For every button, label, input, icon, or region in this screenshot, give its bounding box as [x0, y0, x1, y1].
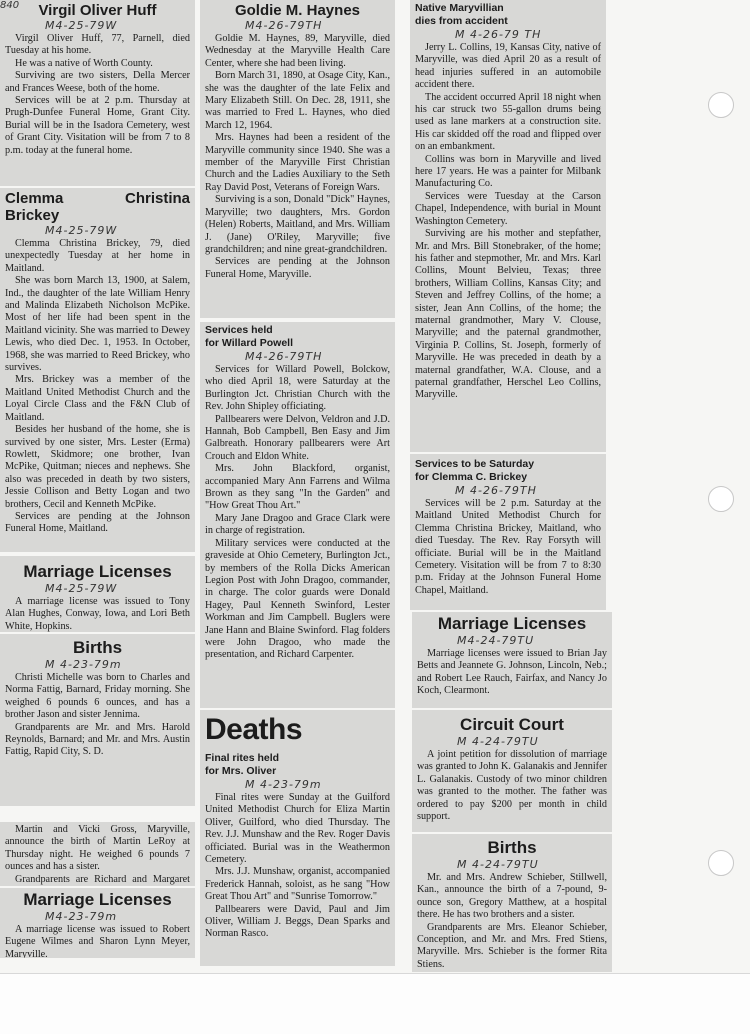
clipping-circuit-court — [412, 710, 612, 832]
clipping-willard-powell — [200, 322, 395, 708]
paragraph: Pallbearers were Delvon, Veldron and J.D. Hannah, Bob Campbell, Ben Easy and Jim Galbreath. Honorary pallbearers were Art Crouch and Eldon White. — [205, 413, 390, 462]
paragraph: Surviving is a son, Donald "Dick" Haynes, Maryville; two daughters, Mrs. Gordon (Helen) Roberts, Maitland, and Mrs. William J. (Jane) O'Riley, Maryville; five grandchildren; and nine great-grandchildren. — [205, 194, 390, 255]
clipping-virgil-oliver-huff — [0, 0, 195, 186]
paragraph: Mrs. John Blackford, organist, accompanied Mary Ann Farrens and Wilma Brown as they sang "In the Garden" and "How Great Thou Art." — [205, 463, 390, 512]
paragraph: Born March 31, 1890, at Osage City, Kan., she was the daughter of the late Felix and Mary Elizabeth Still. On Dec. 28, 1911, she was married to Fred L. Haynes, who died March 12, 1964. — [205, 70, 390, 131]
paragraph: Goldie M. Haynes, 89, Maryville, died Wednesday at the Maryville Health Care Center, where she had been living. — [205, 33, 390, 69]
binder-hole — [708, 486, 734, 512]
paragraph: Marriage licenses were issued to Brian Jay Betts and Jeannete G. Johnson, Lincoln, Neb.; and Robert Lee Rauch, Fairfax, and Nancy Jo Koch, Clearmont. — [417, 648, 607, 697]
binder-hole — [708, 850, 734, 876]
clipping-jerry-collins — [410, 0, 606, 452]
obituary-title: Clemma Christina Brickey — [5, 190, 190, 224]
clipping-births — [0, 634, 195, 806]
paragraph: Services will be 2 p.m. Saturday at the Maitland United Methodist Church for Clemma Christina Brickey, Maitland, who died Tuesday. The Rev. Ray Forsyth will officiate. Burial will be in the Maitland Cemetery. Visitation will be from 7 to 8:30 p.m. Friday at the Johnson Funeral Home Chapel, Maitland. — [415, 498, 601, 596]
paragraph: Military services were conducted at the graveside at Ohio Cemetery, Burlington Jct., by members of the Rolla Dicks American Legion Post with John Dragoo, commander, in charge. The color guards were Donald Hagey, Paul Kenneth Swinford, Lester Workman and Jim Campbell. Buglers were Jane Hann and Blaine Swinford. Flag folders were John Dragoo, who made the presentation, and Richard Carpenter. — [205, 537, 390, 661]
paragraph: Grandparents are Mrs. Eleanor Schieber, Conception, and Mr. and Mrs. Fred Stiens, Maryville. Mrs. Schieber is the former Rita Stiens. — [417, 921, 607, 970]
headline: Native Maryvillian — [415, 2, 504, 14]
handwritten-date: M4-25-79W — [45, 224, 118, 237]
handwritten-date: M4-25-79W — [45, 582, 118, 595]
section-title: Marriage Licenses — [23, 890, 172, 909]
paragraph: Services are pending at the Johnson Funeral Home, Maitland. — [5, 510, 190, 535]
clipping-brickey-services — [410, 454, 606, 610]
headline: for Clemma C. Brickey — [415, 471, 528, 483]
handwritten-date: M 4-24-79TU — [457, 735, 539, 748]
paragraph: Mrs. Haynes had been a resident of the Maryville community since 1940. She was a member of the Maryville First Christian Church and the Ladies Auxiliary to the Seth Ray David Post, Veterans of Foreign Wars. — [205, 132, 390, 193]
section-title: Births — [72, 638, 123, 657]
clipping-marriage-licenses — [0, 556, 195, 632]
binder-hole — [708, 92, 734, 118]
obituary-title: Virgil Oliver Huff — [38, 2, 157, 19]
clipping-marriage-licenses — [0, 888, 195, 958]
clipping-clemma-brickey — [0, 188, 195, 552]
handwritten-date: M 4-24-79TU — [457, 858, 539, 871]
headline: Final rites held — [205, 752, 280, 764]
paragraph: Jerry L. Collins, 19, Kansas City, native of Maryville, was died April 20 as a result of head injuries suffered in an automobile accident there. — [415, 42, 601, 91]
handwritten-date: M 4-26-79TH — [455, 484, 537, 497]
paragraph: A joint petition for dissolution of marriage was granted to John K. Galanakis and Jennifer L. Galanakis. Custody of two minor children was granted to the mother. The father was ordered to pay $200 per month in child support. — [417, 749, 607, 823]
clipping-deaths — [200, 710, 395, 966]
paragraph: Surviving are his mother and stepfather, Mr. and Mrs. Bill Stonebraker, of the home; his father and stepmother, Mr. and Mrs. Karl Collins, Mount Belvieu, Texas; three brothers, William Collins, Kansas City; and Steven and Jeffrey Collins, of the home; a sister, Jean Ann Collins, of the home; the maternal grandmother, Mary V. Clouse, Maryville; and the paternal grandmother, Virginia P. Collins, St. Joseph, formerly of Maryville. He was preceded in death by a maternal grandfather, W.A. Clouse, and a paternal grandfather, Herschel Leo Collins, Maryville. — [415, 228, 601, 401]
section-title: Marriage Licenses — [437, 614, 587, 633]
paragraph: Mrs. Brickey was a member of the Maitland United Methodist Church and the Loyal Circle Class and the F&N Club of Maitland. — [5, 374, 190, 423]
paragraph: Mr. and Mrs. Andrew Schieber, Stillwell, Kan., announce the birth of a 7-pound, 9-ounce son, Gregory Matthew, at a hospital there. He has two brothers and a sister. — [417, 872, 607, 921]
clipping-births — [412, 834, 612, 972]
paragraph: The accident occurred April 18 night when his car struck two 55-gallon drums being used as lane markers at a construction site. His car skidded off the road and flipped over on an embankment. — [415, 91, 601, 153]
paragraph: Clemma Christina Brickey, 79, died unexpectedly Tuesday at her home in Maitland. — [5, 238, 190, 274]
paragraph: Services will be at 2 p.m. Thursday at Prugh-Dunfee Funeral Home, Grant City. Burial will be in the Isadora Cemetery, west of Grant City. Visitation will be from 7 to 8 p.m. today at the funeral home. — [5, 95, 190, 156]
paragraph: Grandparents are Mr. and Mrs. Harold Reynolds, Barnard; and Mr. and Mrs. Austin Fattig, Rapid City, S. D. — [5, 721, 190, 758]
paragraph: Services were Tuesday at the Carson Chapel, Independence, with burial in Mount Washington Cemetery. — [415, 190, 601, 227]
handwritten-date: M 4-23-79m — [245, 778, 322, 791]
handwritten-date: M4-24-79TU — [457, 634, 535, 647]
paragraph: Services are pending at the Johnson Funeral Home, Maryville. — [205, 256, 390, 280]
paragraph: Pallbearers were David, Paul and Jim Oliver, William J. Beggs, Dean Sparks and Norman Rasco. — [205, 903, 390, 940]
paragraph: Final rites were Sunday at the Guilford United Methodist Church for Eliza Martin Oliver, Guilford, who died Thursday. The Rev. J.J. Munshaw and the Rev. Roger Davis officiated. Burial was in the Weathermon Cemetery. — [205, 792, 390, 866]
paragraph: She was born March 13, 1900, at Salem, Ind., the daughter of the late William Henry and Malinda Elizabeth Nicholson McPike. Most of her life had been spent in the Maitland vicinity. She was married to Dewey Lewis, who died Dec. 1, 1953. In October, 1968, she was married to Reed Brickey, who survives. — [5, 275, 190, 374]
paragraph: Virgil Oliver Huff, 77, Parnell, died Tuesday at his home. — [5, 33, 190, 57]
handwritten-date: M4-26-79TH — [245, 19, 323, 32]
paragraph: A marriage license was issued to Tony Alan Hughes, Conway, Iowa, and Lori Beth White, Hopkins. — [5, 596, 190, 632]
headline: for Willard Powell — [205, 337, 293, 349]
handwritten-date: M 4-26-79 TH — [455, 28, 542, 41]
paragraph: Collins was born in Maryville and lived here 17 years. He was a painter for Milbank Manufacturing Co. — [415, 153, 601, 190]
handwritten-date: M4-25-79W — [45, 19, 118, 32]
clipping-marriage-licenses — [412, 612, 612, 708]
page-number-mark: 840 — [0, 0, 20, 11]
handwritten-date: M4-26-79TH — [245, 350, 323, 363]
section-banner: Deaths — [205, 713, 303, 746]
paragraph: Mrs. J.J. Munshaw, organist, accompanied Frederick Hannah, soloist, as he sang "How Great Thou Art" and "Sunrise Tomorrow." — [205, 866, 390, 903]
paragraph: He was a native of Worth County. — [15, 57, 153, 69]
clipping-birth-announcement — [0, 822, 195, 886]
section-title: Marriage Licenses — [23, 562, 172, 581]
paragraph: Mary Jane Dragoo and Grace Clark were in charge of registration. — [205, 512, 390, 537]
paragraph: Grandparents are Richard and Margaret — [15, 873, 190, 885]
clipping-goldie-haynes — [200, 0, 395, 318]
paragraph: Surviving are two sisters, Della Mercer and Frances Weese, both of the home. — [5, 70, 190, 94]
handwritten-date: M4-23-79m — [45, 910, 118, 923]
obituary-title: Goldie M. Haynes — [234, 2, 361, 19]
paragraph: Christi Michelle was born to Charles and Norma Fattig, Barnard, Friday morning. She weighed 6 pounds 6 ounces, and has a brother Jason and sister Jennima. — [5, 672, 190, 721]
section-title: Circuit Court — [460, 715, 564, 734]
paragraph: Services for Willard Powell, Bolckow, who died April 18, were Saturday at the Burlington Jct. Christian Church with the Rev. John Shipley officiating. — [205, 364, 390, 413]
headline: for Mrs. Oliver — [205, 765, 277, 777]
section-title: Births — [487, 838, 537, 857]
headline: dies from accident — [415, 15, 508, 27]
paragraph: A marriage license was issued to Robert Eugene Wilmes and Sharon Lynn Meyer, Maryville. — [5, 924, 190, 958]
paragraph: Martin and Vicki Gross, Maryville, announce the birth of Martin LeRoy at Thursday night. He weighed 6 pounds 7 ounces and has a sister. — [5, 824, 190, 873]
handwritten-date: M 4-23-79m — [45, 658, 122, 671]
page-margin — [0, 973, 750, 1034]
headline: Services held — [205, 324, 273, 336]
paragraph: Besides her husband of the home, she is survived by one sister, Mrs. Lester (Erma) Rowlett, Skidmore; one brother, Ivan McPike, Quitman; nieces and nephews. She also was preceded in death by two sisters, Jessie Collison and Betty Logan and two brothers, Cecil and Kenneth McPike. — [5, 424, 190, 510]
headline: Services to be Saturday — [415, 458, 535, 470]
